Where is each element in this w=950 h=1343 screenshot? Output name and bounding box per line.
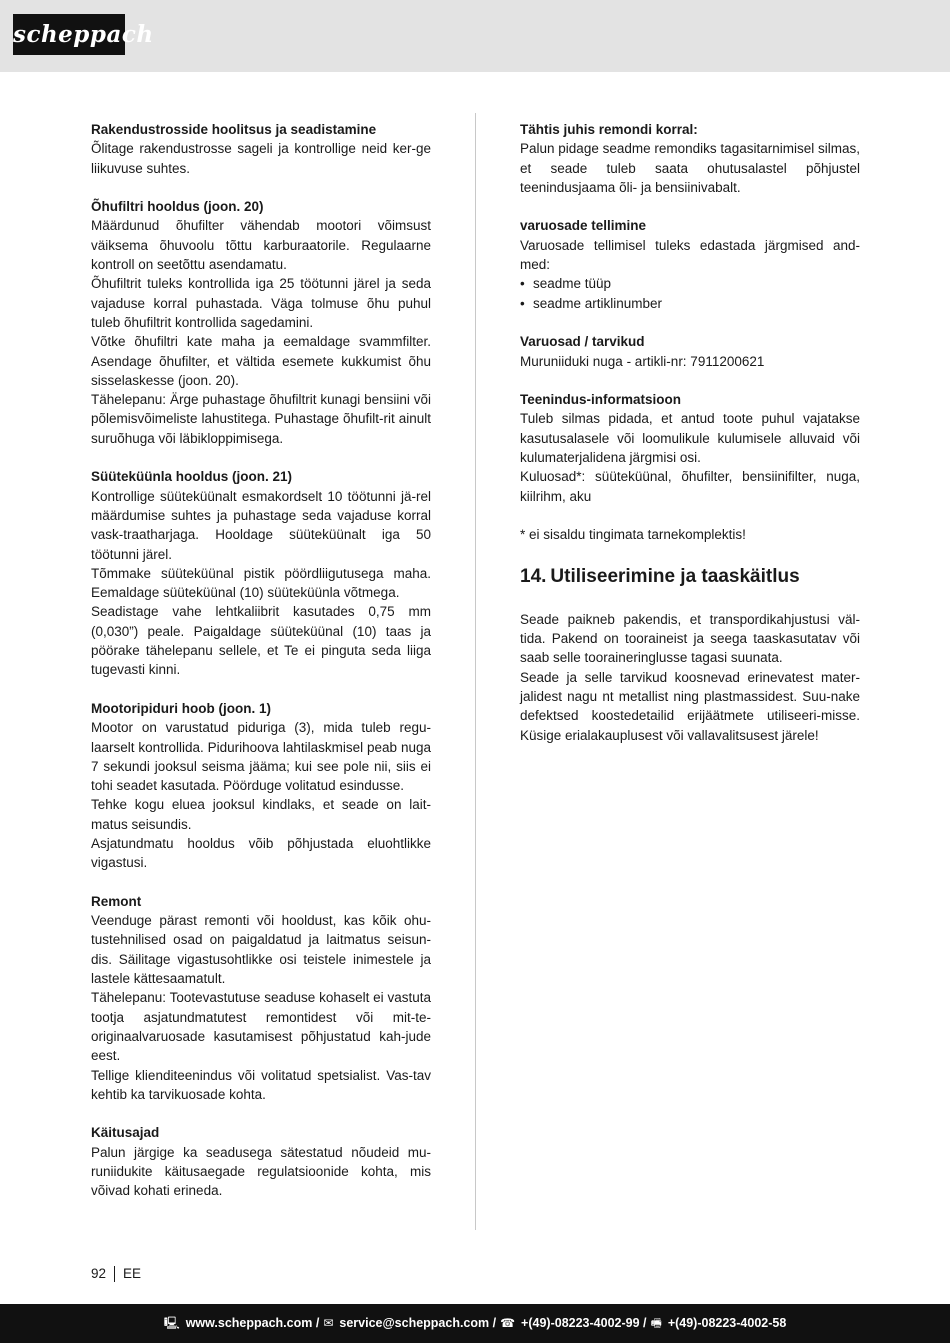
bullet-list bbox=[520, 274, 860, 313]
paragraph: Tehke kogu eluea jooksul kindlaks, et seade on lait-matus seisundis. bbox=[91, 797, 431, 832]
section-disposal bbox=[520, 610, 860, 745]
brand-logo: scheppach bbox=[13, 14, 125, 55]
paragraph: Tähelepanu: Tootevastutuse seaduse kohaselt ei vastuta tootja asjatundmatutest remontidest või mit-te-originaalvaruosade kasutamisest põhjustatud kah-jude eest. bbox=[91, 990, 431, 1064]
section-title: Tähtis juhis remondi korral: bbox=[520, 122, 698, 137]
paragraph: Asjatundmatu hooldus võib põhjustada eluohtlikke vigastusi. bbox=[91, 835, 431, 871]
chapter-title: Utiliseerimine ja taaskäitlus bbox=[550, 565, 800, 587]
paragraph: Seade ja selle tarvikud koosnevad erinevatest mater-jalidest nagu nt metallist ning plastmassidest. Suu-nake defektsed koostedetailid erijäätmete utiliseeri-misse. Küsige erialakauplusest või vallavalitsusest järele! bbox=[520, 669, 860, 743]
fax-number: +(49)-08223-4002-58 bbox=[667, 1316, 787, 1330]
footnote-text: * ei sisaldu tingimata tarnekomplektis! bbox=[520, 527, 746, 543]
section-title: varuosade tellimine bbox=[520, 218, 647, 234]
section-title: Rakendustrosside hoolitsus ja seadistamine bbox=[91, 122, 377, 137]
mail-icon: ✉ bbox=[323, 1316, 334, 1330]
section-parts-ordering bbox=[520, 216, 860, 312]
section-spare-parts bbox=[520, 332, 860, 371]
paragraph: Õhufiltrit tuleks kontrollida iga 25 töötunni järel ja seda vajaduse korral puhastada. Väga tolmuse õhu puhul tuleb õhufiltrit kontrollida sagedamini. bbox=[91, 276, 431, 330]
section-rope-care bbox=[91, 120, 431, 178]
fax-icon: 🖷 bbox=[650, 1316, 662, 1330]
paragraph: Seade paikneb pakendis, et transpordikahjustusi väl-tida. Pakend on tooraineist ja seega taaskasutatav või saab selle tooraineringlusse tagasi suunata. bbox=[520, 611, 860, 666]
computer-icon: 🖳 bbox=[163, 1316, 180, 1330]
email-link[interactable]: service@scheppach.com / bbox=[339, 1316, 497, 1330]
right-column bbox=[520, 120, 860, 764]
section-title: Käitusajad bbox=[91, 1125, 160, 1141]
section-title: Teenindus-informatsioon bbox=[520, 392, 681, 408]
column-divider bbox=[475, 113, 476, 1230]
section-title: Õhufiltri hooldus (joon. 20) bbox=[91, 199, 264, 215]
paragraph: Tõmmake süüteküünal pistik pöördliigutusega maha. Eemaldage süüteküünal (10) süüteküünla võtmega. bbox=[91, 565, 431, 601]
paragraph: Kontrollige süüteküünalt esmakordselt 10 töötunni jä-rel määrdumise suhtes ja puhastage seda vajaduse korral vask-traatharjaga. Hooldage süüteküünalt iga 50 töötunni järel. bbox=[91, 488, 431, 562]
list-item: • seadme artiklinumber bbox=[520, 294, 860, 313]
phone-icon: ☎ bbox=[500, 1316, 516, 1330]
section-air-filter bbox=[91, 197, 431, 448]
paragraph: Tähelepanu: Ärge puhastage õhufiltrit kunagi bensiini või põlemisvõimeliste lahustitega. Puhastage õhufilt-rit ainult suruõhuga või läbikloppimisega. bbox=[91, 392, 431, 446]
list-item: • seadme tüüp bbox=[520, 274, 860, 293]
phone-number: +(49)-08223-4002-99 / bbox=[521, 1316, 647, 1330]
paragraph: Võtke õhufiltri kate maha ja eemaldage svammfilter. Asendage õhufilter, et vältida esemete kukkumist õhu sisselaskesse (joon. 20). bbox=[91, 334, 431, 388]
paragraph: Mootor on varustatud piduriga (3), mida tuleb regu-laarselt kontrollida. Pidurihoova lahtilaskmisel peab nuga 7 sekundi jooksul seisma jääma; kui see pole nii, siis ei tohi seadet kasutada. Pöörduge volitatud esindusse. bbox=[91, 720, 431, 794]
footnote bbox=[520, 525, 860, 544]
paragraph: Palun järgige ka seadusega sätestatud nõudeid mu-runiidukite käitusaegade regulatsioonide kohta, mis võivad kohati erineda. bbox=[91, 1144, 431, 1199]
header-bar bbox=[0, 0, 950, 72]
section-operating-times bbox=[91, 1123, 431, 1200]
section-title: Remont bbox=[91, 893, 142, 909]
paragraph: Palun pidage seadme remondiks tagasitarnimisel silmas, et seade tuleb saata ohutusalastel põhjustel teenindusjaama õli- ja bensiinivabalt. bbox=[520, 141, 860, 195]
left-column bbox=[91, 120, 431, 1220]
section-title: Mootoripiduri hoob (joon. 1) bbox=[91, 700, 271, 716]
language-code: EE bbox=[123, 1266, 142, 1281]
paragraph: Veenduge pärast remonti või hooldust, kas kõik ohu-tustehnilised osad on paigaldatud ja laitmatus seisun-dis. Säilitage vigastusohtlikke osi teistele inimestele ja lastele kättesaamatult. bbox=[91, 913, 431, 987]
chapter-heading bbox=[520, 564, 860, 590]
section-repair-note bbox=[520, 120, 860, 197]
page-number: 92 bbox=[91, 1266, 107, 1281]
section-spark-plug bbox=[91, 467, 431, 679]
website-link[interactable]: www.scheppach.com / bbox=[185, 1316, 320, 1330]
paragraph: Muruniiduki nuga - artikli-nr: 7911200621 bbox=[520, 353, 765, 369]
chapter-number: 14. bbox=[520, 565, 547, 587]
footer-separator bbox=[114, 1266, 115, 1282]
paragraph: Õlitage rakendustrosse sageli ja kontrollige neid ker-ge liikuvuse suhtes. bbox=[91, 141, 431, 176]
section-title: Varuosad / tarvikud bbox=[520, 334, 645, 350]
page-footer bbox=[91, 1265, 141, 1283]
paragraph: Varuosade tellimisel tuleks edastada järgmised and-med: bbox=[520, 237, 860, 273]
section-brake-lever bbox=[91, 699, 431, 873]
paragraph: Tellige klienditeenindus või volitatud spetsialist. Vas-tav kehtib ka tarvikuosade kohta. bbox=[91, 1067, 431, 1102]
section-service-info bbox=[520, 390, 860, 506]
paragraph: Määrdunud õhufilter vähendab mootori võimsust väiksema õhuvoolu tõttu karburaatorile. Regulaarne kontroll on seetõttu asendamatu. bbox=[91, 218, 431, 273]
section-title: Süüteküünla hooldus (joon. 21) bbox=[91, 469, 292, 485]
paragraph: Kuluosad*: süüteküünal, õhufilter, bensiinifilter, nuga, kiilrihm, aku bbox=[520, 469, 860, 504]
section-repair bbox=[91, 892, 431, 1104]
contact-bar bbox=[0, 1304, 950, 1343]
paragraph: Seadistage vahe lehtkaliibrit kasutades 0,75 mm (0,030”) peale. Paigaldage süüteküünal (10) taas ja pöörake tähelepanu sellele, et Te ei pinguta seda liiga tugevasti kinni. bbox=[91, 604, 431, 678]
paragraph: Tuleb silmas pidada, et antud toote puhul vajatakse kasutusalasele või loomulikule kulumisele alluvaid või kulumaterjalidena järgmisi osi. bbox=[520, 411, 860, 466]
